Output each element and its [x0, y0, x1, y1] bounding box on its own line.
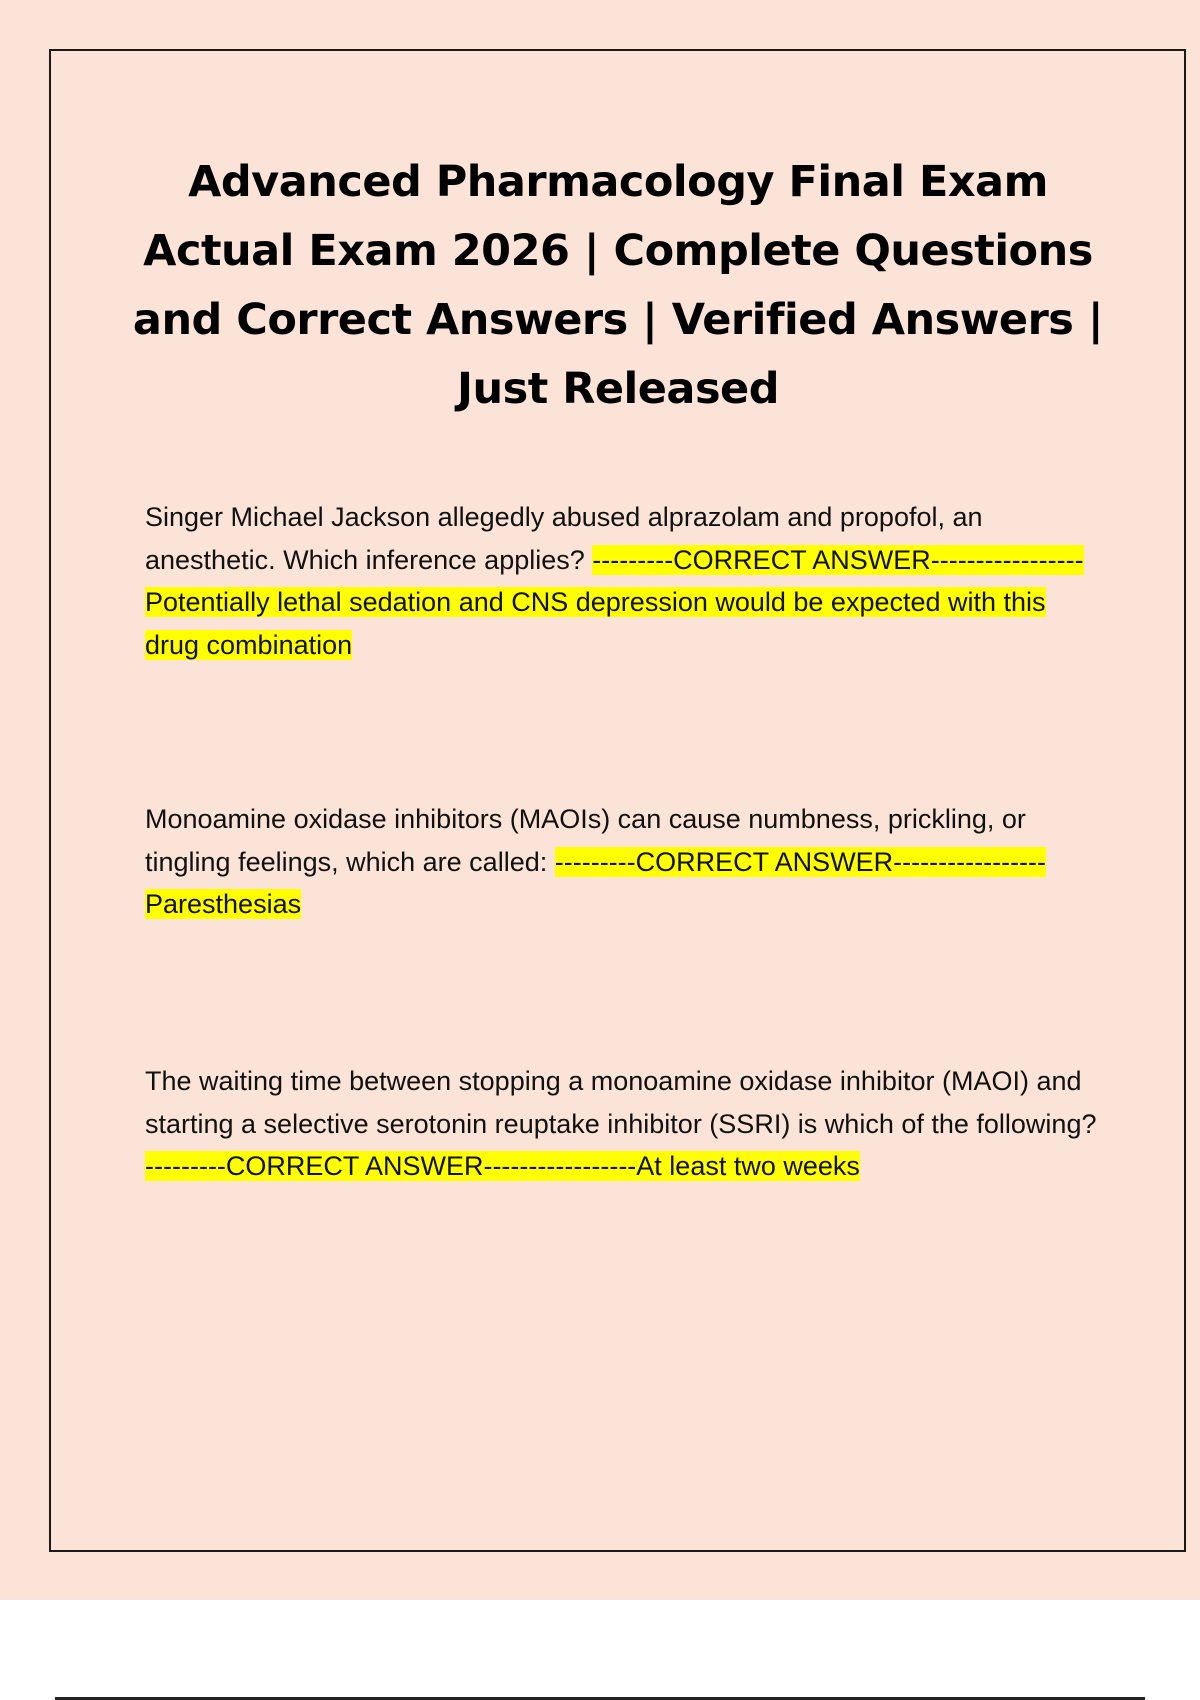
- qa-item-3: [145, 1060, 1100, 1188]
- question-text-3: The waiting time between stopping a monoamine oxidase inhibitor (MAOI) and starting a selective serotonin reuptake inhibitor (SSRI) is which of the following?: [145, 1066, 1097, 1139]
- question-text-1: Singer Michael Jackson allegedly abused alprazolam and propofol, an anesthetic. Which inference applies?: [145, 502, 983, 575]
- document-title: Advanced Pharmacology Final Exam Actual Exam 2026 | Complete Questions and Correct Answers | Verified Answers | Just Released: [132, 157, 1104, 414]
- qa-item-2: [145, 798, 1100, 926]
- qa-item-1: [145, 496, 1100, 666]
- answer-text-2: ---------CORRECT ANSWER-----------------Paresthesias: [145, 846, 1047, 919]
- question-text-2: Monoamine oxidase inhibitors (MAOIs) can cause numbness, prickling, or tingling feelings, which are called:: [145, 804, 1026, 877]
- answer-text-1: ---------CORRECT ANSWER-----------------Potentially lethal sedation and CNS depression would be expected with this drug combination: [145, 544, 1084, 660]
- answer-text-3: ---------CORRECT ANSWER-----------------At least two weeks: [145, 1151, 860, 1181]
